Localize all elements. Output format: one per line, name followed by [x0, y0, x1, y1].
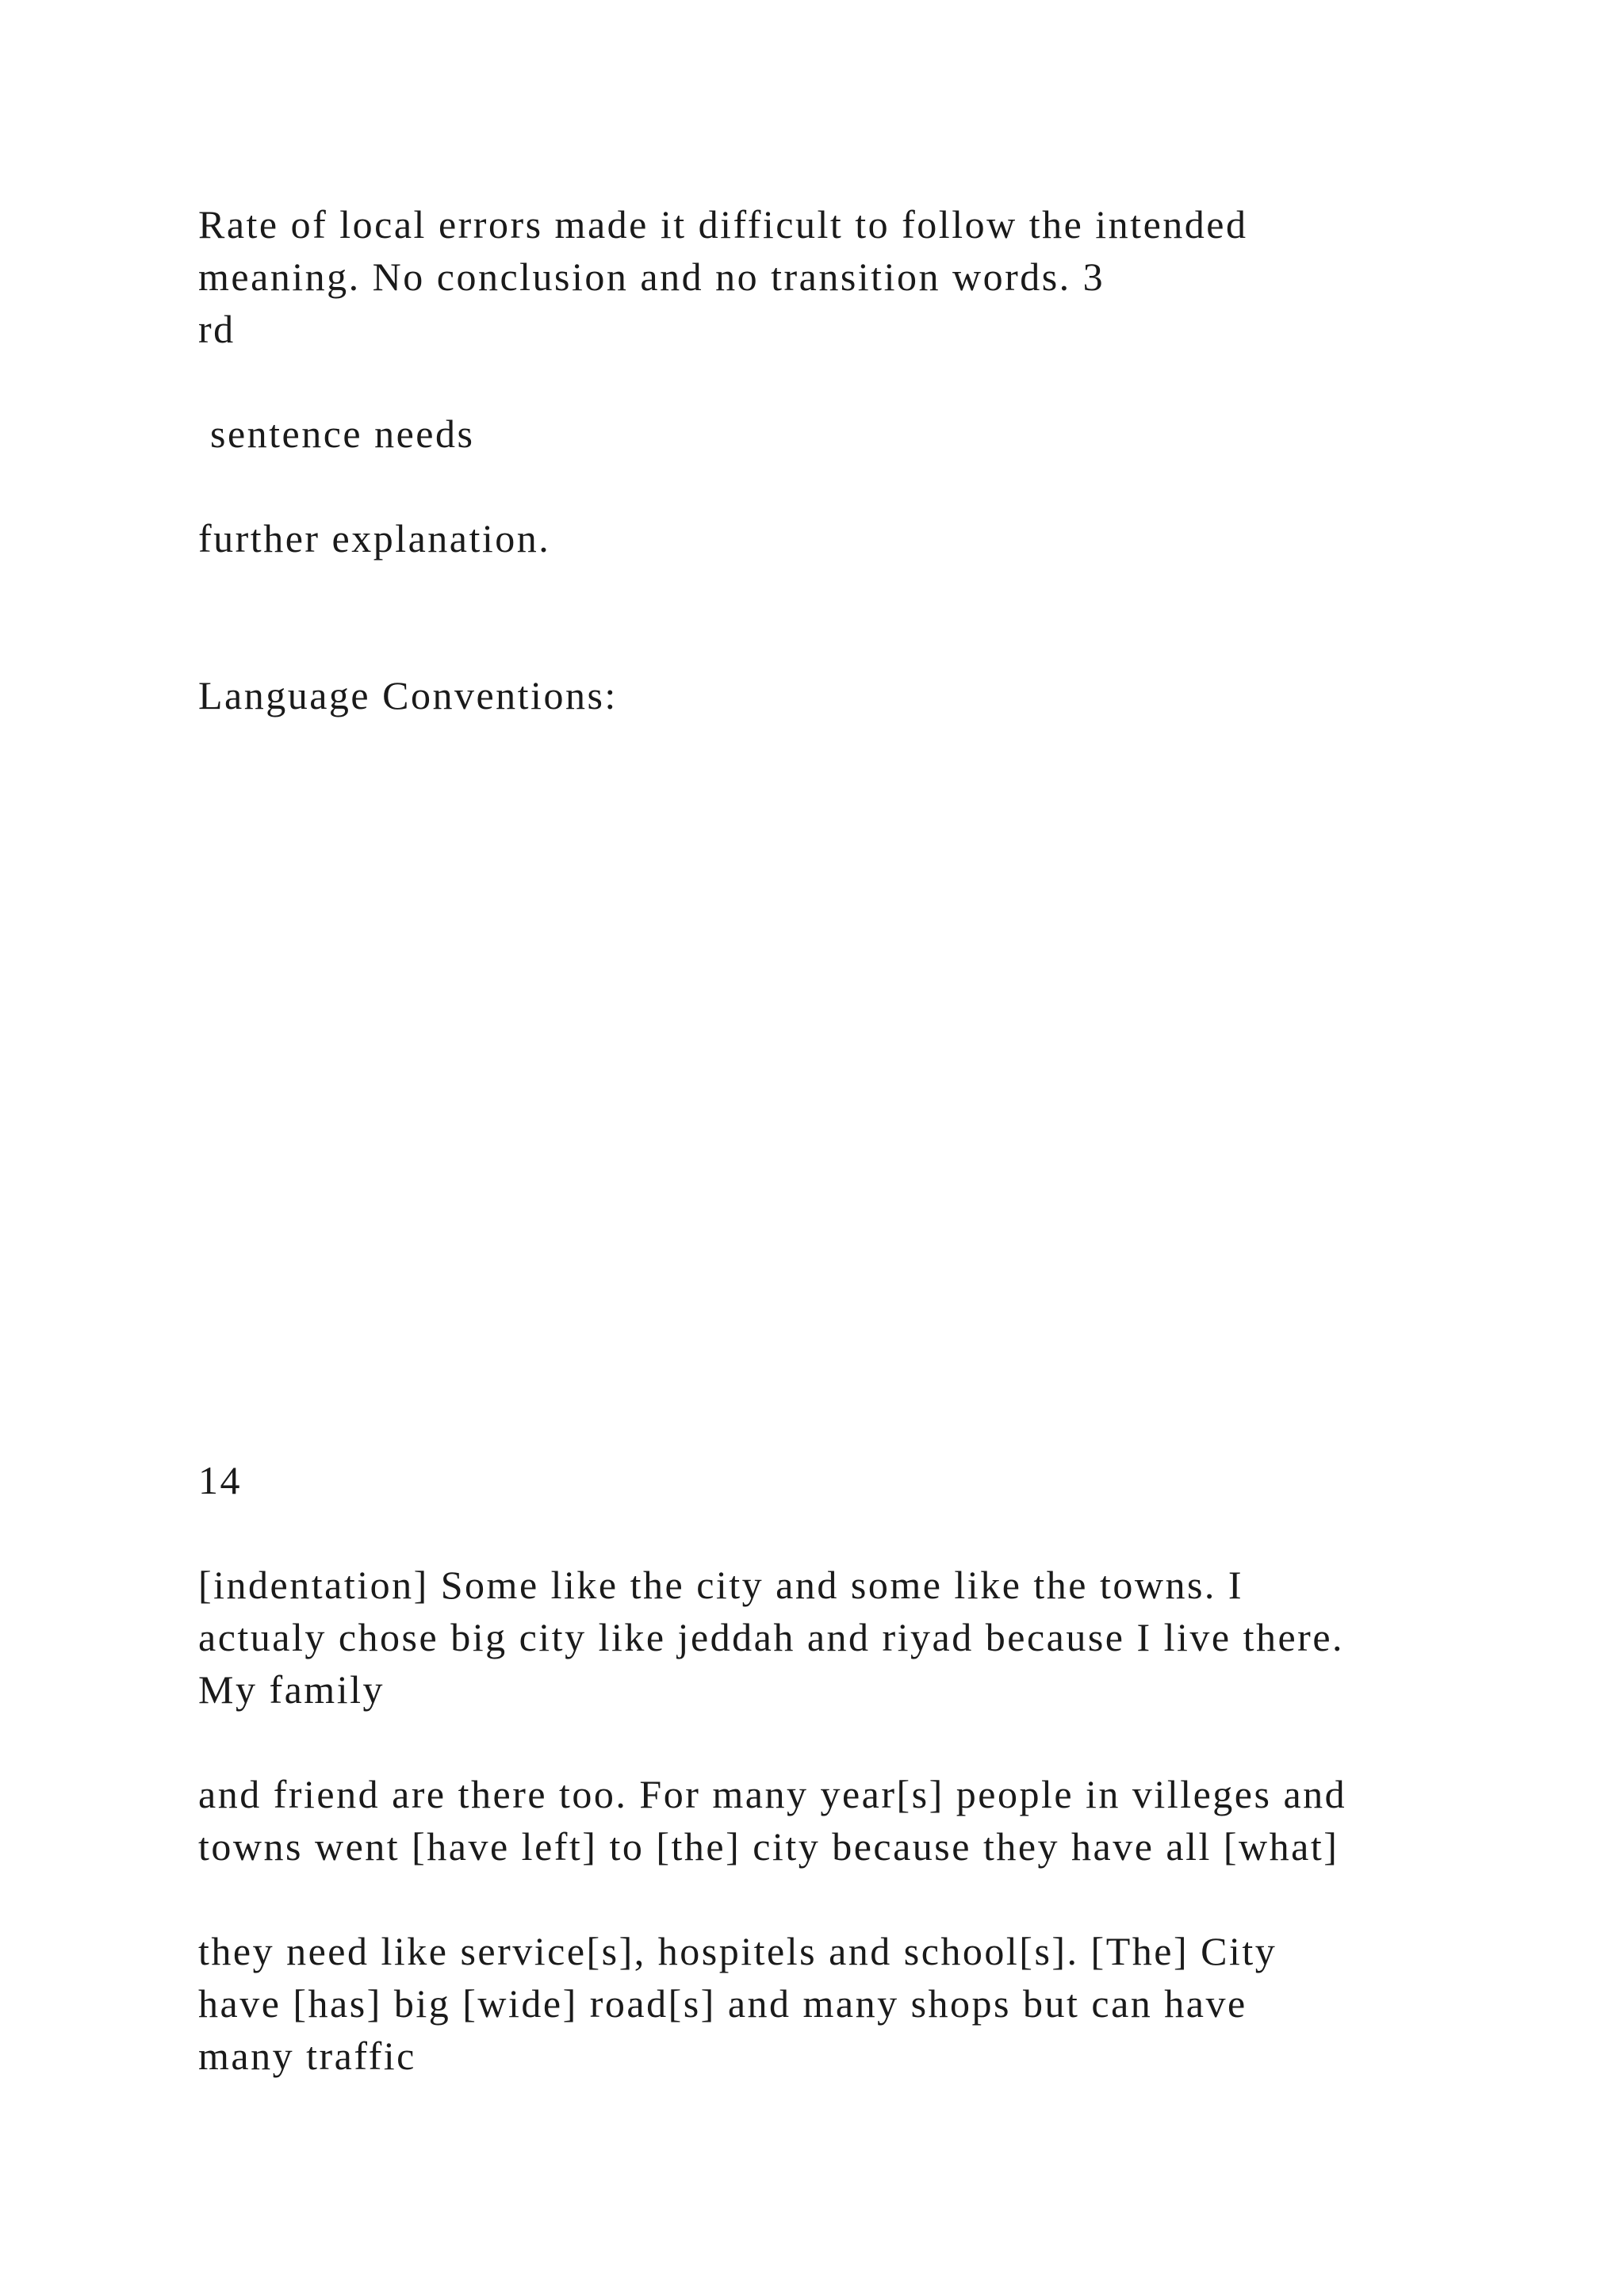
essay-line: actualy chose big city like jeddah and riyad because I live there.	[198, 1615, 1345, 1659]
section-heading: Language Conventions:	[198, 673, 618, 718]
essay-line: many traffic	[198, 2034, 416, 2078]
essay-line: and friend are there too. For many year[s] people in villeges and	[198, 1772, 1347, 1816]
feedback-superscript: rd	[198, 307, 236, 351]
essay-line: have [has] big [wide] road[s] and many shops but can have	[198, 1981, 1247, 2026]
essay-line: [indentation] Some like the city and some like the towns. I	[198, 1563, 1244, 1607]
essay-line: they need like service[s], hospitels and school[s]. [The] City	[198, 1929, 1277, 1973]
feedback-line-4: further explanation.	[198, 516, 551, 561]
feedback-line-3: sentence needs	[198, 411, 475, 456]
essay-line: My family	[198, 1667, 385, 1712]
feedback-line-2: meaning. No conclusion and no transition words. 3	[198, 254, 1105, 299]
essay-line: towns went [have left] to [the] city because they have all [what]	[198, 1824, 1339, 1869]
feedback-line-1: Rate of local errors made it difficult to follow the intended	[198, 202, 1248, 247]
page-number: 14	[198, 1458, 242, 1502]
